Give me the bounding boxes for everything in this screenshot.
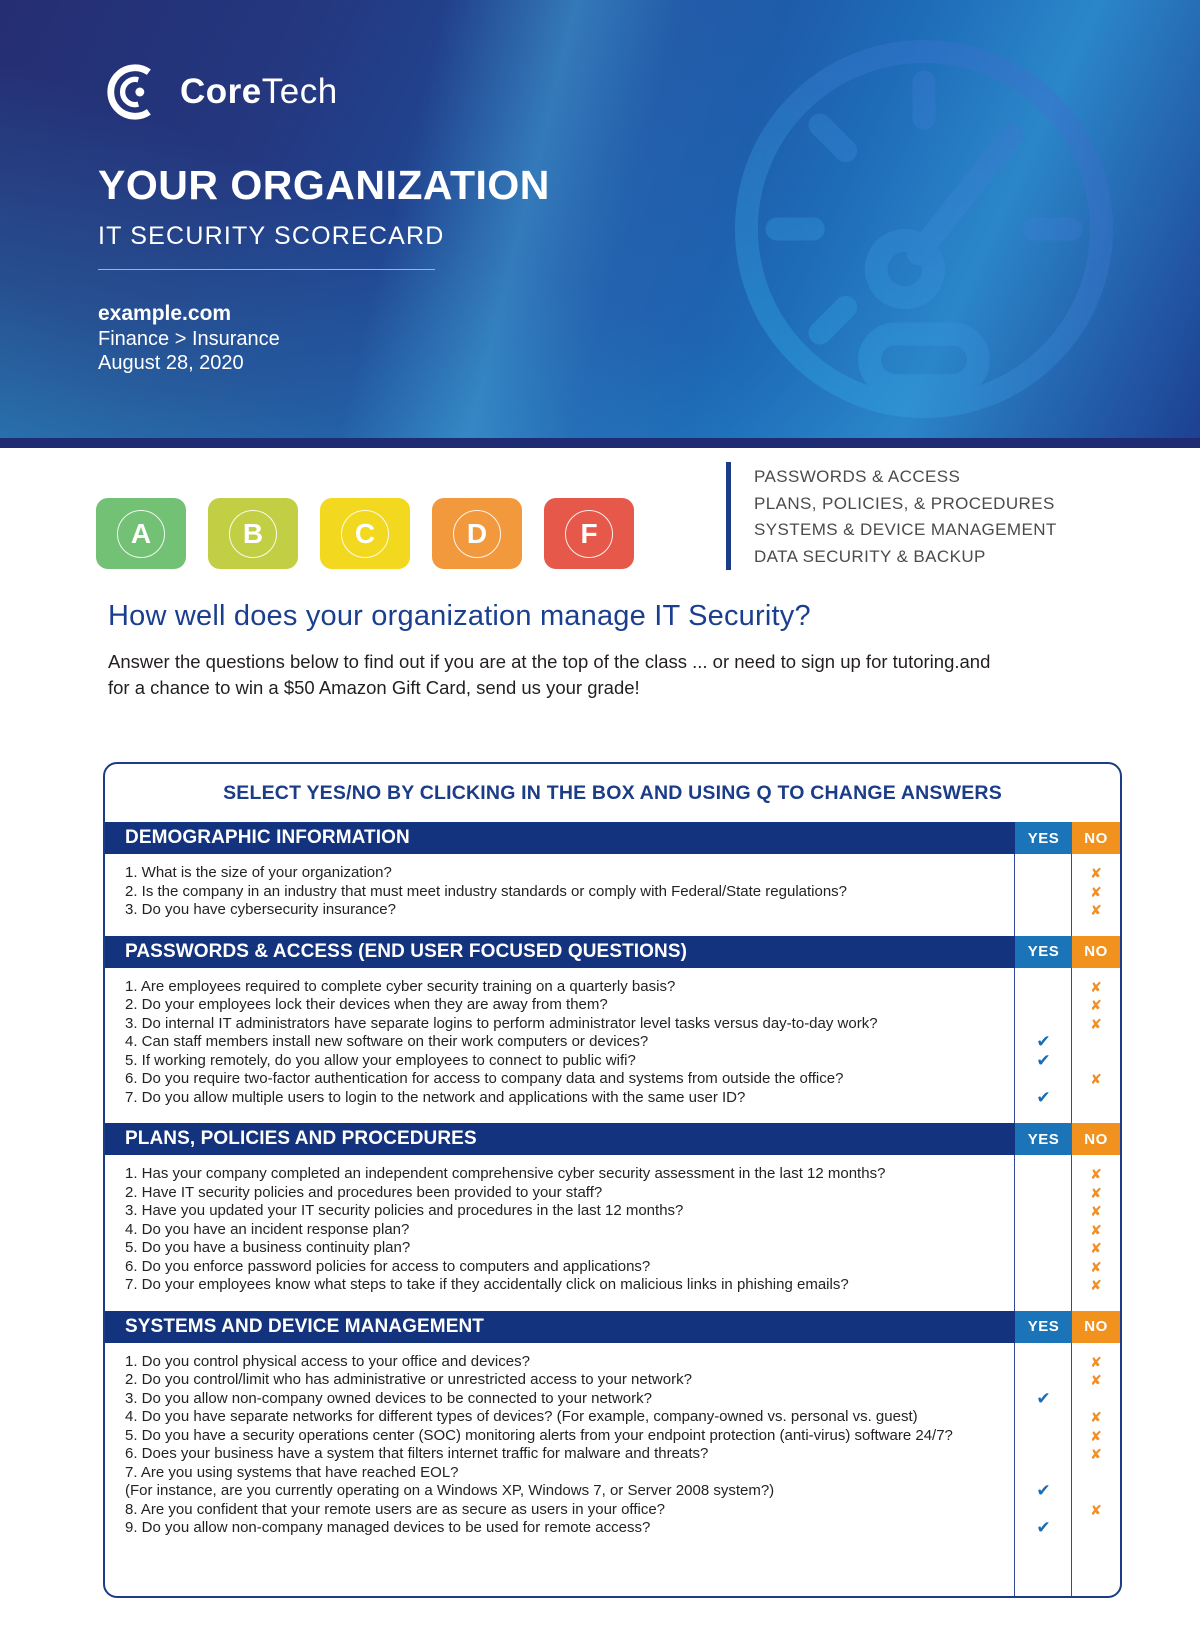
question-text: 2. Have IT security policies and procedures been provided to your staff?: [125, 1183, 603, 1201]
speedometer-icon: [714, 10, 1134, 448]
intro-text: Answer the questions below to find out if you are at the top of the class ... or need to sign up for tutoring.and for a chance to win a $50 Amazon Gift Card, send us your grade!: [108, 651, 991, 698]
yes-answer-cell[interactable]: [1015, 1033, 1072, 1052]
grade-badge-letter: F: [580, 517, 598, 549]
cross-icon: ✘: [1090, 1501, 1102, 1518]
no-answer-cell[interactable]: [1072, 1276, 1120, 1295]
grade-legend: [0, 448, 1200, 570]
question-row: [105, 1353, 1120, 1372]
section-title: DEMOGRAPHIC INFORMATION: [125, 827, 410, 848]
question-row: [105, 1052, 1120, 1071]
no-answer-cell[interactable]: [1072, 1184, 1120, 1203]
grade-badge-circle: [117, 510, 165, 558]
no-column-header: NO: [1072, 1311, 1120, 1343]
question-row: [105, 1427, 1120, 1446]
no-answer-cell[interactable]: [1072, 883, 1120, 902]
question-text: 4. Do you have separate networks for different types of devices? (For example, company-owned vs. personal vs. guest): [125, 1408, 918, 1425]
grade-badge-circle: [453, 510, 501, 558]
no-answer-cell[interactable]: [1072, 1371, 1120, 1390]
question-row: [105, 1258, 1120, 1277]
question-text: 4. Can staff members install new software on their work computers or devices?: [125, 1033, 649, 1050]
question-row: [105, 1089, 1120, 1108]
cross-icon: ✘: [1090, 1015, 1102, 1032]
question-text: 5. If working remotely, do you allow your employees to connect to public wifi?: [125, 1051, 636, 1069]
question-text: 1. What is the size of your organization?: [125, 864, 392, 881]
cross-icon: ✘: [1090, 1409, 1102, 1425]
section-body: [105, 1155, 1120, 1311]
check-icon: ✔: [1036, 1481, 1051, 1500]
question-text: 2. Do you control/limit who has administrative or unrestricted access to your network?: [125, 1371, 692, 1388]
cross-icon: ✘: [1090, 1277, 1102, 1293]
yes-answer-cell[interactable]: [1015, 1052, 1072, 1071]
yes-answer-cell[interactable]: [1015, 1390, 1072, 1409]
check-icon: ✔: [1036, 1050, 1051, 1070]
question-row: [105, 978, 1120, 997]
coretech-logo-text: CoreTech: [180, 72, 338, 111]
check-icon: ✔: [1036, 1032, 1051, 1051]
category-item: PLANS, POLICIES, & PROCEDURES: [754, 493, 1055, 513]
cross-icon: ✘: [1090, 1221, 1102, 1238]
question-row: [105, 1464, 1120, 1501]
cross-icon: ✘: [1090, 902, 1102, 918]
question-text: 3. Do you have cybersecurity insurance?: [125, 901, 396, 918]
section-title: SYSTEMS AND DEVICE MANAGEMENT: [125, 1315, 485, 1337]
no-answer-cell[interactable]: [1072, 864, 1120, 883]
grade-badge-d: [432, 498, 522, 569]
no-answer-cell[interactable]: [1072, 1408, 1120, 1427]
grade-badge-letter: C: [354, 517, 376, 549]
no-answer-cell[interactable]: [1072, 978, 1120, 997]
cross-icon: ✘: [1090, 1166, 1102, 1182]
yes-column-header: YES: [1015, 822, 1072, 854]
no-column-header: NO: [1072, 1123, 1120, 1155]
cross-icon: ✘: [1090, 978, 1102, 995]
cross-icon: ✘: [1090, 1427, 1102, 1444]
question-row: [105, 1445, 1120, 1464]
no-answer-cell[interactable]: [1072, 996, 1120, 1015]
question-row: [105, 1239, 1120, 1258]
section-header: [105, 822, 1120, 854]
section-body: [105, 968, 1120, 1124]
category-list-bar: [726, 462, 731, 570]
section-body: [105, 854, 1120, 936]
question-row: [105, 1070, 1120, 1089]
cross-icon: ✘: [1090, 1184, 1102, 1201]
question-text: 2. Is the company in an industry that must meet industry standards or comply with Federal/State regulations?: [125, 882, 848, 900]
hero-header: [0, 0, 1200, 448]
yes-column-header: YES: [1015, 1311, 1072, 1343]
category-item: PASSWORDS & ACCESS: [754, 467, 961, 486]
no-column-header: NO: [1072, 936, 1120, 968]
no-answer-cell[interactable]: [1072, 1353, 1120, 1372]
no-answer-cell[interactable]: [1072, 1202, 1120, 1221]
grade-badge-circle: [341, 510, 389, 558]
question-row: [105, 1276, 1120, 1295]
grade-badge-c: [320, 498, 410, 569]
check-icon: ✔: [1036, 1388, 1051, 1408]
coretech-logo: [104, 60, 338, 124]
question-text: 1. Are employees required to complete cyber security training on a quarterly basis?: [125, 977, 676, 995]
question-text: 3. Do you allow non-company owned devices to be connected to your network?: [125, 1389, 652, 1407]
section-header: [105, 936, 1120, 968]
no-answer-cell[interactable]: [1072, 1070, 1120, 1089]
question-row: [105, 901, 1120, 920]
question-text: 7. Do you allow multiple users to login to the network and applications with the same user ID?: [125, 1088, 746, 1106]
question-text: 4. Do you have an incident response plan?: [125, 1220, 410, 1238]
no-answer-cell[interactable]: [1072, 901, 1120, 920]
cross-icon: ✘: [1090, 997, 1102, 1013]
cross-icon: ✘: [1090, 865, 1102, 881]
question-text: 3. Have you updated your IT security policies and procedures in the last 12 months?: [125, 1202, 684, 1219]
section-title: PLANS, POLICIES AND PROCEDURES: [125, 1128, 477, 1149]
question-text: 7. Do your employees know what steps to take if they accidentally click on malicious links in phishing emails?: [125, 1276, 849, 1293]
questionnaire-box: [103, 762, 1122, 1598]
question-row: [105, 864, 1120, 883]
category-list: [726, 462, 1057, 570]
yes-answer-cell[interactable]: [1015, 1089, 1072, 1108]
question-note: (For instance, are you currently operating on a Windows XP, Windows 7, or Server 2008 system?): [125, 1482, 775, 1499]
question-row: [105, 1202, 1120, 1221]
cross-icon: ✘: [1090, 1372, 1102, 1388]
question-row: [105, 1015, 1120, 1034]
question-text: 9. Do you allow non-company managed devices to be used for remote access?: [125, 1519, 651, 1536]
no-answer-cell[interactable]: [1072, 1445, 1120, 1464]
question-text: 6. Does your business have a system that filters internet traffic for malware and threats?: [125, 1445, 709, 1462]
company-domain: example.com: [98, 302, 232, 325]
grade-badge-circle: [565, 510, 613, 558]
section-title: PASSWORDS & ACCESS (END USER FOCUSED QUESTIONS): [125, 940, 688, 962]
grade-badges: [96, 498, 634, 569]
cross-icon: ✘: [1090, 1258, 1102, 1275]
company-industry: Finance > Insurance: [98, 328, 280, 350]
check-icon: ✔: [1036, 1087, 1051, 1107]
page-subtitle: IT SECURITY SCORECARD: [98, 222, 445, 250]
question-row: [105, 1184, 1120, 1203]
grade-badge-circle: [229, 510, 277, 558]
question-row: [105, 1033, 1120, 1052]
cross-icon: ✘: [1090, 883, 1102, 900]
question-text: 7. Are you using systems that have reached EOL? (For instance, are you currently operating on a Windows XP, Windows 7, or Server 2008 system?): [105, 1464, 1015, 1501]
no-answer-cell[interactable]: [1072, 1239, 1120, 1258]
section-header: [105, 1311, 1120, 1343]
grade-badge-a: [96, 498, 186, 569]
cross-icon: ✘: [1090, 1203, 1102, 1219]
questionnaire-instructions: SELECT YES/NO BY CLICKING IN THE BOX AND USING Q TO CHANGE ANSWERS: [223, 781, 1002, 804]
no-answer-cell[interactable]: [1072, 1165, 1120, 1184]
question-text: 5. Do you have a security operations center (SOC) monitoring alerts from your endpoint protection (anti-virus) software 24/7?: [125, 1426, 953, 1444]
question-text: 8. Are you confident that your remote users are as secure as users in your office?: [125, 1500, 666, 1518]
question-row: [105, 1221, 1120, 1240]
header-divider: [98, 269, 435, 270]
no-answer-cell[interactable]: [1072, 1258, 1120, 1277]
cross-icon: ✘: [1090, 1240, 1102, 1256]
grade-badge-letter: A: [130, 517, 152, 549]
yes-column-header: YES: [1015, 936, 1072, 968]
category-item: DATA SECURITY & BACKUP: [754, 546, 986, 566]
question-text: 5. Do you have a business continuity plan?: [125, 1239, 411, 1256]
question-row: [105, 1390, 1120, 1409]
cross-icon: ✘: [1090, 1353, 1102, 1370]
question-row: [105, 1408, 1120, 1427]
question-text: 6. Do you enforce password policies for access to computers and applications?: [125, 1257, 651, 1275]
question-text: 2. Do your employees lock their devices when they are away from them?: [125, 996, 608, 1013]
section-heading: How well does your organization manage IT Security?: [108, 600, 811, 632]
question-row: [105, 1165, 1120, 1184]
cross-icon: ✘: [1090, 1446, 1102, 1462]
no-answer-cell[interactable]: [1072, 1501, 1120, 1520]
no-answer-cell[interactable]: [1072, 1221, 1120, 1240]
question-row: [105, 996, 1120, 1015]
page-title: YOUR ORGANIZATION: [98, 162, 550, 208]
check-icon: ✔: [1036, 1518, 1051, 1537]
question-row: [105, 1519, 1120, 1538]
question-text: 3. Do internal IT administrators have separate logins to perform administrator level tasks versus day-to-day work?: [125, 1014, 878, 1032]
questionnaire-table: [105, 822, 1120, 1596]
question-text: 1. Has your company completed an independent comprehensive cyber security assessment in the last 12 months?: [125, 1165, 886, 1182]
question-text: 1. Do you control physical access to your office and devices?: [125, 1352, 530, 1370]
no-answer-cell[interactable]: [1072, 1015, 1120, 1034]
no-answer-cell[interactable]: [1072, 1427, 1120, 1446]
section-header: [105, 1123, 1120, 1155]
question-row: [105, 1371, 1120, 1390]
category-item: SYSTEMS & DEVICE MANAGEMENT: [754, 520, 1057, 539]
yes-column-header: YES: [1015, 1123, 1072, 1155]
question-row: [105, 1501, 1120, 1520]
table-end-spacer: [105, 1554, 1120, 1596]
coretech-logo-icon: [104, 60, 166, 124]
question-text: 6. Do you require two-factor authentication for access to company data and systems from outside the office?: [125, 1070, 844, 1087]
grade-badge-f: [544, 498, 634, 569]
grade-badge-letter: B: [242, 517, 264, 549]
question-row: [105, 883, 1120, 902]
report-date: August 28, 2020: [98, 352, 244, 374]
yes-answer-cell[interactable]: [1015, 1519, 1072, 1538]
grade-badge-b: [208, 498, 298, 569]
yes-answer-cell[interactable]: [1015, 1482, 1072, 1501]
cross-icon: ✘: [1090, 1071, 1102, 1087]
no-column-header: NO: [1072, 822, 1120, 854]
grade-badge-letter: D: [466, 517, 488, 549]
section-body: [105, 1343, 1120, 1554]
